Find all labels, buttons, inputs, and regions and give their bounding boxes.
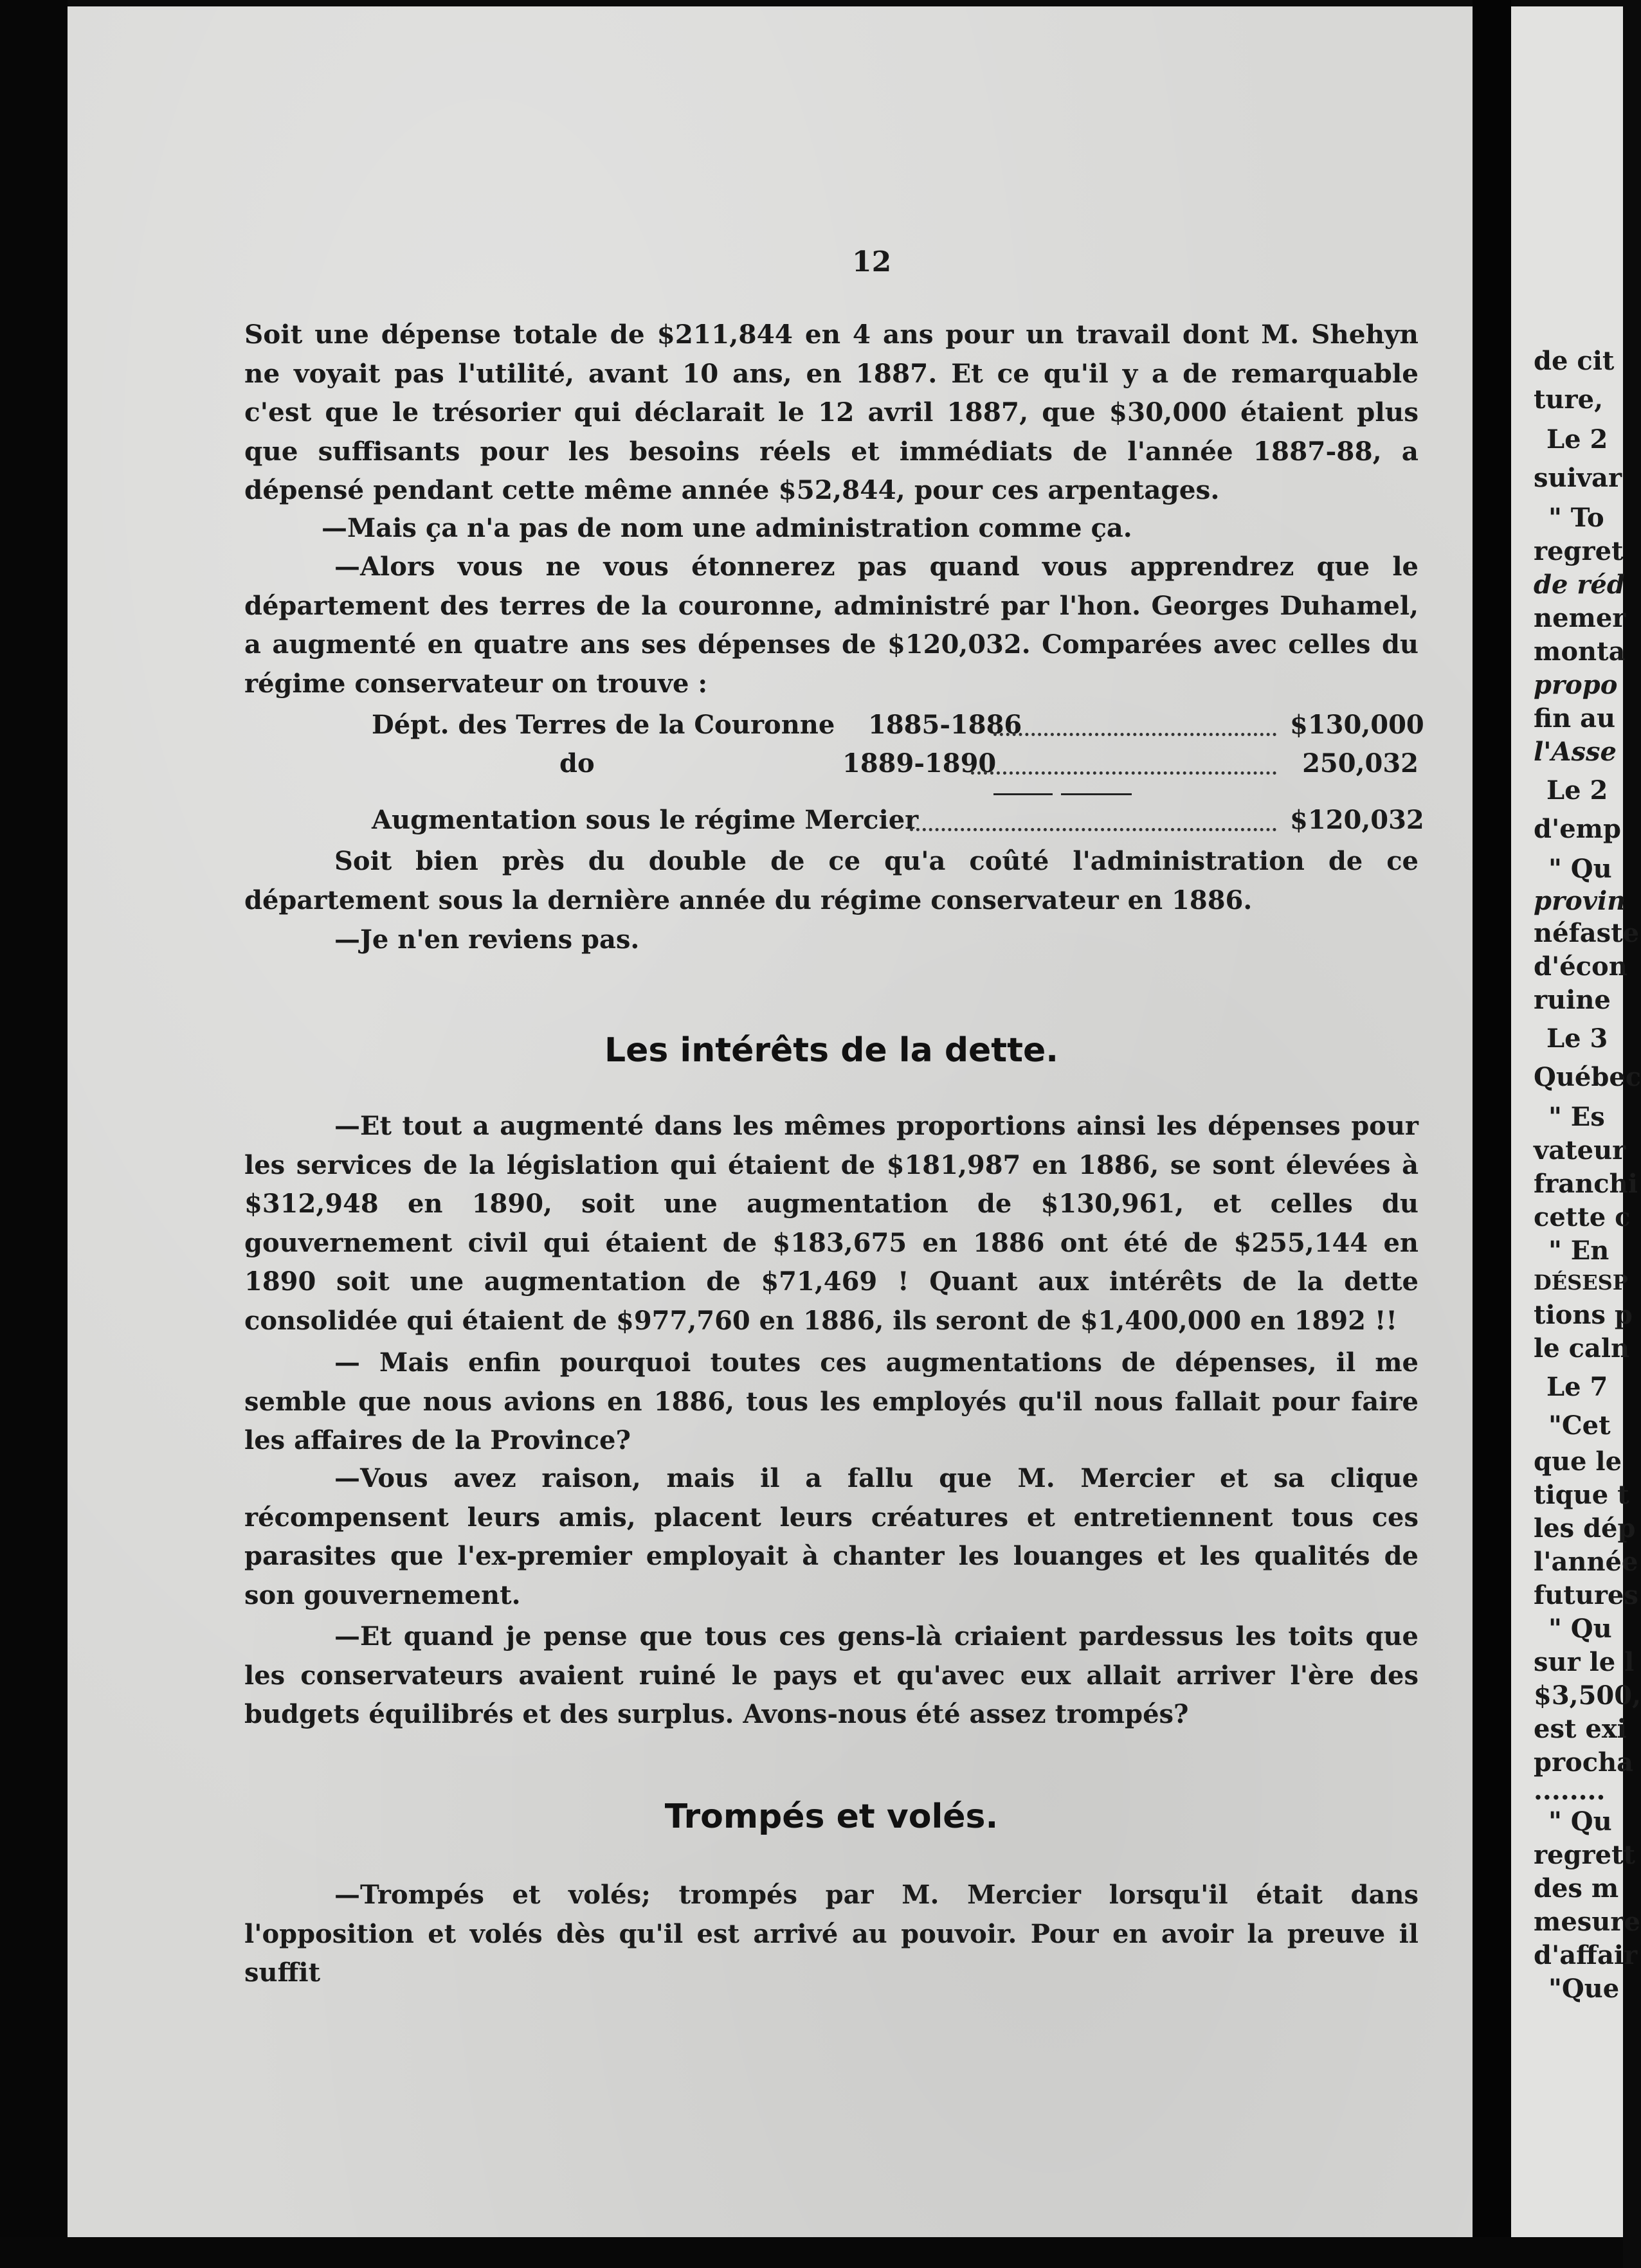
paragraph-9-text: —Et quand je pense que tous ces gens-là criaient pardessus les toits que les conservateurs avaient ruiné le pays et qu'avec eux allait arriver l'ère des budgets équilibrés et des surplus. Avons-nous été assez trompés? bbox=[244, 1621, 1419, 1729]
table-row-1-leader bbox=[993, 710, 1276, 736]
adjacent-line: l'année bbox=[1534, 1547, 1638, 1577]
adjacent-line: franchi bbox=[1534, 1169, 1638, 1199]
paragraph-10 bbox=[244, 1876, 1419, 1993]
adjacent-line: Québec bbox=[1534, 1062, 1641, 1092]
adjacent-line: sur le l bbox=[1534, 1647, 1635, 1677]
table-total-leader bbox=[910, 805, 1276, 831]
adjacent-line: des m bbox=[1534, 1873, 1619, 1904]
paragraph-3 bbox=[244, 548, 1419, 703]
paragraph-2-text: —Mais ça n'a pas de nom une administration comme ça. bbox=[322, 513, 1132, 543]
adjacent-line: "Que bbox=[1548, 1974, 1620, 2004]
adjacent-line: " En bbox=[1548, 1236, 1609, 1266]
adjacent-line: suivar bbox=[1534, 463, 1622, 493]
adjacent-line: cette c bbox=[1534, 1202, 1631, 1232]
paragraph-7-text: — Mais enfin pourquoi toutes ces augmentations de dépenses, il me semble que nous avions en 1886, tous les employés qu'il nous fallait pour faire les affaires de la Province? bbox=[244, 1347, 1419, 1455]
table-row-2-label: do bbox=[559, 748, 595, 779]
adjacent-line: l'Asse bbox=[1534, 737, 1617, 767]
adjacent-line: regret bbox=[1534, 536, 1624, 566]
adjacent-line: procha bbox=[1534, 1747, 1634, 1778]
adjacent-line: les dép bbox=[1534, 1513, 1636, 1544]
table-row-2-leader bbox=[971, 748, 1276, 775]
paragraph-1 bbox=[244, 315, 1419, 510]
adjacent-line: fin au bbox=[1534, 703, 1616, 734]
adjacent-line: " Qu bbox=[1548, 1614, 1612, 1644]
adjacent-line: provin bbox=[1534, 886, 1626, 916]
table-row-1-label: Dépt. des Terres de la Couronne bbox=[372, 710, 835, 740]
adjacent-line: est exi bbox=[1534, 1714, 1627, 1744]
adjacent-line: de réd bbox=[1534, 570, 1625, 600]
scan-edge-left bbox=[0, 0, 68, 2268]
table-total-amount: $120,032 bbox=[1290, 805, 1424, 835]
adjacent-line: d'affair bbox=[1534, 1940, 1638, 1970]
page-number: 12 bbox=[852, 246, 892, 278]
adjacent-line: monta bbox=[1534, 636, 1626, 667]
adjacent-line: DÉSESP bbox=[1534, 1270, 1628, 1295]
adjacent-line: " Qu bbox=[1548, 854, 1612, 884]
paragraph-7 bbox=[244, 1344, 1419, 1461]
adjacent-line: " Es bbox=[1548, 1102, 1605, 1132]
adjacent-line: Le 2 bbox=[1546, 775, 1608, 806]
adjacent-line: " Qu bbox=[1548, 1806, 1612, 1837]
adjacent-line: ........ bbox=[1534, 1776, 1606, 1806]
paragraph-9 bbox=[244, 1617, 1419, 1734]
page-gutter bbox=[1473, 0, 1511, 2268]
paragraph-1-text: Soit une dépense totale de $211,844 en 4 ans pour un travail dont M. Shehyn ne voyait pas l'utilité, avant 10 ans, en 1887. Et ce qu'il y a de remarquable c'est que le trésorier qui déclarait le 12 avril 1887, que $30,000 étaient plus que suffisants pour les besoins réels et immédiats de l'année 1887-88, a dépensé pendant cette même année $52,844, pour ces arpentages. bbox=[244, 319, 1419, 505]
adjacent-line: nemer bbox=[1534, 603, 1626, 633]
paragraph-5-text: —Je n'en reviens pas. bbox=[334, 924, 640, 955]
adjacent-line: Le 7 bbox=[1546, 1372, 1608, 1402]
section-heading-trompes: Trompés et volés. bbox=[664, 1797, 999, 1836]
paragraph-10-text: —Trompés et volés; trompés par M. Mercier lorsqu'il était dans l'opposition et volés dès qu'il est arrivé au pouvoir. Pour en avoir la preuve il suffit bbox=[244, 1880, 1419, 1988]
sum-rule-right bbox=[1061, 793, 1132, 795]
adjacent-line: d'écon bbox=[1534, 951, 1627, 982]
paragraph-5 bbox=[244, 921, 1419, 960]
paragraph-6-text: —Et tout a augmenté dans les mêmes proportions ainsi les dépenses pour les services de la législation qui étaient de $181,987 en 1886, se sont élevées à $312,948 en 1890, soit une augmentation de $130,961, et celles du gouvernement civil qui étaient de $183,675 en 1886 ont été de $255,144 en 1890 soit une augmentation de $71,469 ! Quant aux intérêts de la dette consolidée qui étaient de $977,760 en 1886, ils seront de $1,400,000 en 1892 !! bbox=[244, 1111, 1419, 1336]
paragraph-8-text: —Vous avez raison, mais il a fallu que M. Mercier et sa clique récompensent leurs amis, placent leurs créatures et entretiennent tous ces parasites que l'ex-premier employait à chanter les louanges et les qualités de son gouvernement. bbox=[244, 1463, 1419, 1610]
adjacent-line: regrett bbox=[1534, 1840, 1635, 1870]
adjacent-line: néfaste bbox=[1534, 918, 1640, 948]
paragraph-2 bbox=[244, 509, 1419, 548]
adjacent-line: futures bbox=[1534, 1580, 1638, 1610]
adjacent-line: ruine bbox=[1534, 985, 1611, 1015]
paragraph-6 bbox=[244, 1107, 1419, 1340]
adjacent-line: d'emp bbox=[1534, 814, 1621, 844]
table-row-2 bbox=[244, 748, 1419, 787]
table-row-2-year: 1889-1890 bbox=[842, 748, 997, 779]
adjacent-line: que le bbox=[1534, 1446, 1622, 1477]
adjacent-line: " To bbox=[1548, 503, 1604, 533]
adjacent-line: Le 2 bbox=[1546, 424, 1608, 455]
adjacent-line: de cit bbox=[1534, 346, 1615, 376]
adjacent-line: tions p bbox=[1534, 1300, 1633, 1330]
table-row-1-year: 1885-1886 bbox=[868, 710, 1022, 740]
adjacent-line: propo bbox=[1534, 670, 1618, 700]
paragraph-4-text: Soit bien près du double de ce qu'a coûté l'administration de ce département sous la dernière année du régime conservateur en 1886. bbox=[244, 846, 1419, 915]
table-total-row bbox=[244, 805, 1424, 843]
adjacent-line: ture, bbox=[1534, 384, 1604, 415]
sum-rule-left bbox=[993, 793, 1053, 795]
paragraph-3-text: —Alors vous ne vous étonnerez pas quand vous apprendrez que le département des terres de la couronne, administré par l'hon. Georges Duhamel, a augmenté en quatre ans ses dépenses de $120,032. Comparées avec celles du régime conservateur on trouve : bbox=[244, 552, 1419, 699]
paragraph-8 bbox=[244, 1459, 1419, 1615]
adjacent-line: "Cet bbox=[1548, 1410, 1611, 1441]
section-heading-interets: Les intérêts de la dette. bbox=[604, 1031, 1059, 1070]
adjacent-line: tique t bbox=[1534, 1480, 1629, 1510]
paragraph-4 bbox=[244, 842, 1419, 920]
scan-edge-bottom bbox=[0, 2237, 1623, 2268]
adjacent-line: le caln bbox=[1534, 1333, 1630, 1364]
table-total-label: Augmentation sous le régime Mercier bbox=[372, 805, 919, 835]
table-row-1 bbox=[244, 710, 1424, 748]
adjacent-line: vateur bbox=[1534, 1135, 1626, 1166]
adjacent-line: Le 3 bbox=[1546, 1023, 1608, 1054]
adjacent-line: $3,500, bbox=[1534, 1680, 1641, 1711]
adjacent-line: mesure bbox=[1534, 1907, 1640, 1937]
table-row-1-amount: $130,000 bbox=[1290, 710, 1424, 740]
table-row-2-amount: 250,032 bbox=[1302, 748, 1419, 779]
